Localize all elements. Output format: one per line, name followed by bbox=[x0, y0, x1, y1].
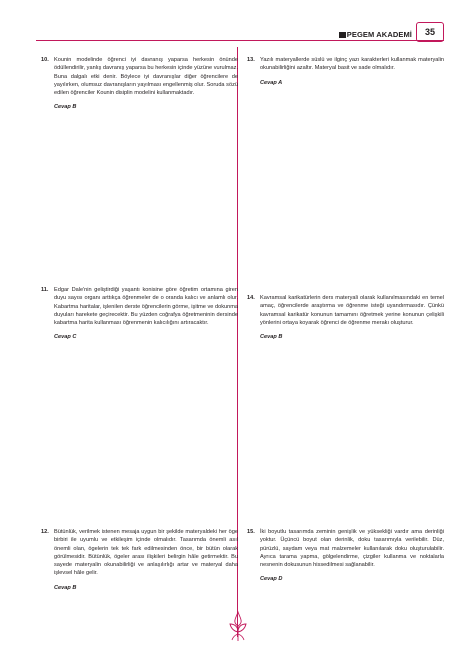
question-10 bbox=[41, 56, 238, 112]
question-number: 10. bbox=[41, 57, 49, 63]
answer-label: Cevap B bbox=[54, 584, 77, 591]
question-13 bbox=[247, 56, 444, 87]
question-text: Edgar Dale'nin geliştirdiği yaşantı konisine göre öğretim ortamına giren duyu sayısı organı arttıkça öğrenmeler de o oranda kalıcı ve anlamlı olur. Kabartma haritalar, işlenilen derste öğrencilerin görme, işitme ve dokunma duyuları harekete geçirecektir. Bu yüzden coğrafya öğretmeninin dersinde kabartma harita kullanması öğrenmenin kalıcılığını artıracaktır. bbox=[54, 287, 238, 327]
publisher-logo-icon bbox=[339, 32, 346, 38]
publisher-name: PEGEM AKADEMİ bbox=[346, 30, 412, 39]
question-text: İki boyutlu tasarımda zeminin genişlik ve yüksekliği vardır ama derinliği yoktur. Üçüncü boyut olan derinlik, doku tasarımıyla verilebilir. Düz, pürüzlü, saydam veya mat malzemeler kullanılarak doku oluşturulabilir. Ayrıca tarama yapma, gölgelendirme, çizgiler kullanma ve noktalarla nesnenin dokusunun hissedilmesi sağlanabilir. bbox=[260, 529, 444, 569]
question-11 bbox=[41, 286, 238, 342]
question-number: 14. bbox=[247, 295, 255, 301]
question-text: Kavramsal karikatürlerin ders materyali olarak kullanılmasındaki en temel amaç, öğrencilerde araştırma ve öğrenme isteği uyandırmasıdır. Çünkü kavramsal karikatür konunun tamamını öğretmek yerine konunun çelişkili yönlerini ortaya koyarak öğrenci de öğrenme merakı oluşturur. bbox=[260, 295, 444, 326]
question-text: Yazılı materyallerde süslü ve ilginç yazı karakterleri kullanmak materyalin okunabilirliğini azaltır. Materyal basit ve sade olmalıdır. bbox=[260, 57, 444, 72]
question-text: Bütünlük, verilmek istenen mesaja uygun bir şekilde materyaldeki her öge birbiri ile uyumlu ve etkileşim içinde olmalıdır. Tasarımda önemli asıl önemli olan, ögelerin tek tek fark edilmesinden önce, bir bütün olarak görülmesidir. Bütünlük, ögeler arası ilişkileri belirgin hâle getirmektir. Bu sayede materyalin okunabilirliği ve anlaşılırlığı artar ve materyal daha işlevsel hâle gelir. bbox=[54, 529, 238, 577]
question-15 bbox=[247, 528, 444, 584]
question-number: 11. bbox=[41, 287, 49, 293]
answer-label: Cevap A bbox=[260, 79, 283, 86]
publisher-brand bbox=[339, 30, 412, 39]
answer-label: Cevap B bbox=[54, 104, 77, 111]
question-12 bbox=[41, 528, 238, 592]
decorative-flower-icon bbox=[226, 610, 250, 642]
header-rule bbox=[36, 40, 444, 41]
question-number: 15. bbox=[247, 529, 255, 535]
question-text: Kounin modelinde öğrenci iyi davranış yaparsa herkesin önünde ödüllendirilir, yanlış davranış yaparsa bu herkesin içinde yüzüne vurulmaz. Buna dalgalı etki denir. Böylece iyi davranışlar diğer öğrencilere de yayılırken, olumsuz davranışların yayılması engellenmiş olur. Soruda sözü edilen öğrenciler Kounin disiplin modelini kullanmaktadır. bbox=[54, 57, 238, 97]
page-number: 35 bbox=[416, 22, 444, 42]
question-14 bbox=[247, 294, 444, 341]
question-number: 13. bbox=[247, 57, 255, 63]
answer-label: Cevap C bbox=[54, 334, 77, 341]
answer-label: Cevap D bbox=[260, 576, 283, 583]
question-number: 12. bbox=[41, 529, 49, 535]
answer-label: Cevap B bbox=[260, 334, 283, 341]
page-header bbox=[0, 0, 474, 44]
